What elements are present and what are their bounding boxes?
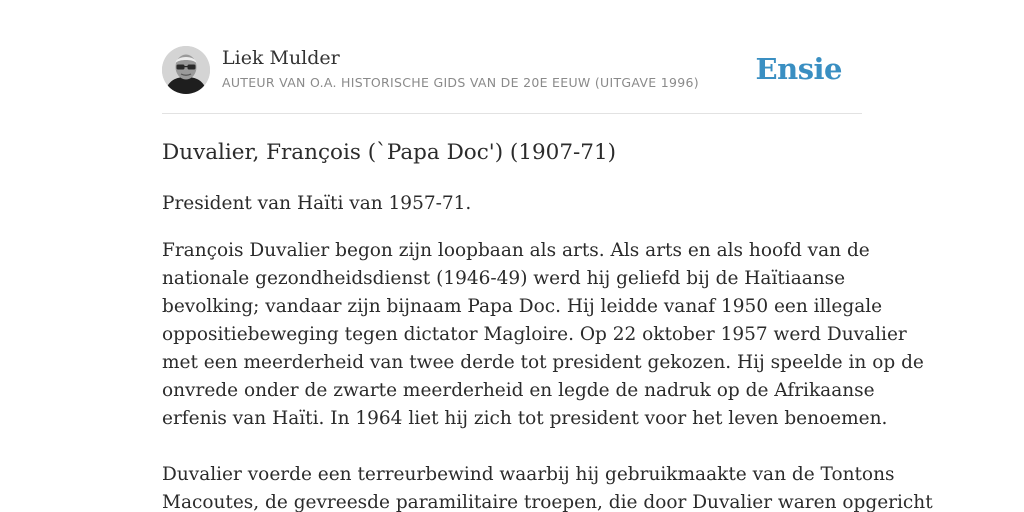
body-line: bevolking; vandaar zijn bijnaam Papa Doc. Hij leidde vanaf 1950 een illegale (162, 296, 883, 317)
body-line: erfenis van Haïti. In 1964 liet hij zich tot president voor het leven benoemen. (162, 408, 888, 429)
author-avatar[interactable] (162, 46, 210, 94)
body-line: François Duvalier begon zijn loopbaan als arts. Als arts en als hoofd van de (162, 240, 870, 261)
author-name[interactable]: Liek Mulder (222, 47, 340, 69)
header-divider (162, 113, 862, 114)
body-line: met een meerderheid van twee derde tot president gekozen. Hij speelde in op de (162, 352, 924, 373)
paragraph-gap (162, 433, 862, 461)
body-line: oppositiebeweging tegen dictator Magloire. Op 22 oktober 1957 werd Duvalier (162, 324, 907, 345)
article-title: Duvalier, François (`Papa Doc') (1907-71) (162, 140, 617, 165)
article-lead: President van Haïti van 1957-71. (162, 193, 472, 214)
avatar-image (162, 46, 210, 94)
body-line: Macoutes, de gevreesde paramilitaire troepen, die door Duvalier waren opgericht (162, 492, 933, 512)
body-line: Duvalier voerde een terreurbewind waarbij hij gebruikmaakte van de Tontons (162, 464, 895, 485)
author-description: AUTEUR VAN O.A. HISTORISCHE GIDS VAN DE 20E EEUW (UITGAVE 1996) (222, 75, 699, 90)
author-header (162, 46, 862, 96)
article-body (162, 237, 933, 512)
body-line: onvrede onder de zwarte meerderheid en legde de nadruk op de Afrikaanse (162, 380, 875, 401)
body-line: nationale gezondheidsdienst (1946-49) werd hij geliefd bij de Haïtiaanse (162, 268, 846, 289)
ensie-logo[interactable]: Ensie (755, 52, 842, 86)
